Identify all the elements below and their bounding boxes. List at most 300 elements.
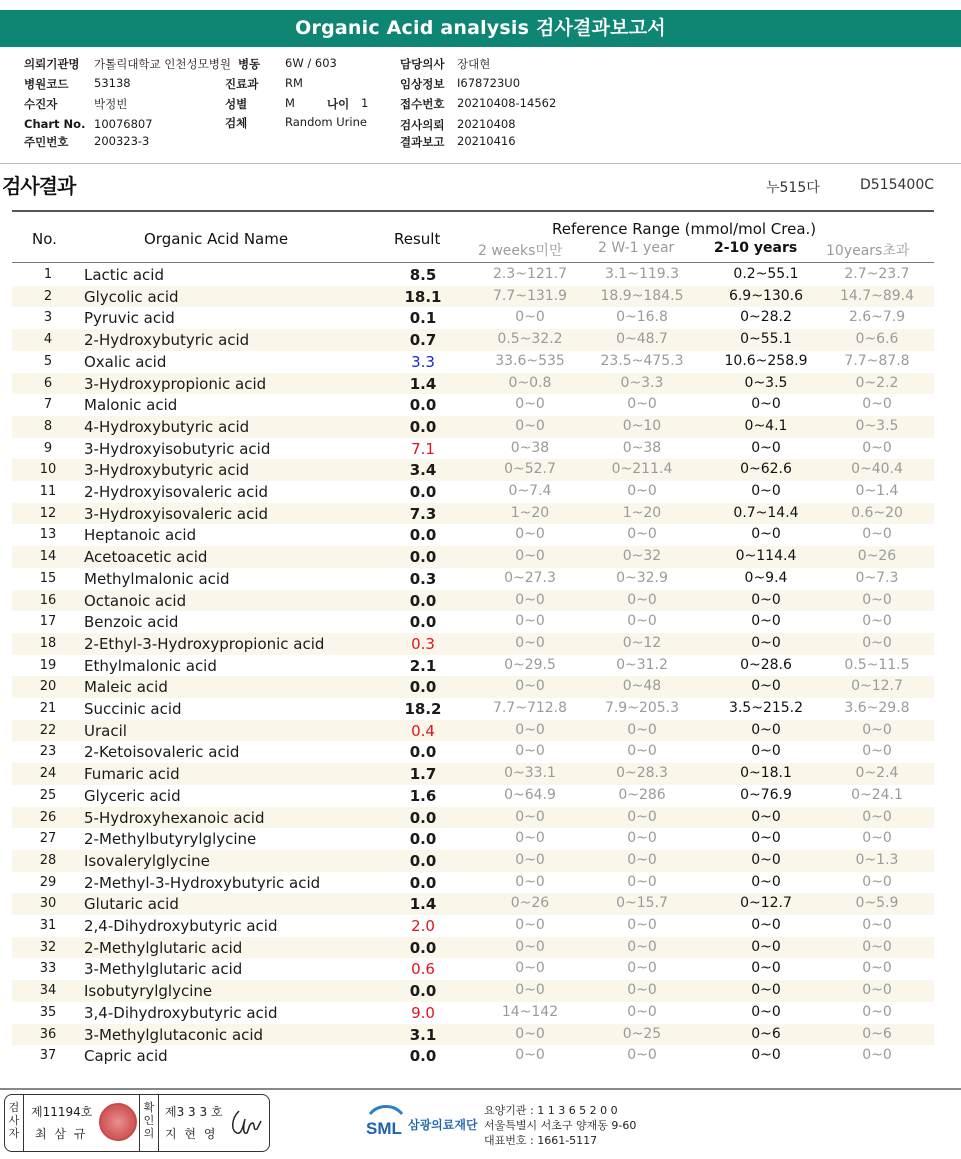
row-range-2: 0~28.3 (616, 765, 668, 782)
row-range-1: 0~0 (515, 808, 545, 825)
org-logo: SML (366, 1119, 402, 1138)
row-result: 3.3 (411, 352, 435, 371)
header-name: Organic Acid Name (144, 230, 289, 248)
row-name: Succinic acid (84, 700, 182, 718)
row-range-1: 0~0 (515, 1047, 545, 1064)
row-result: 0.3 (411, 634, 435, 653)
row-number: 37 (39, 1048, 57, 1064)
org-name: 삼광의료재단 (408, 1118, 478, 1132)
doctor-label: 담당의사 (400, 57, 445, 71)
report-title: Organic Acid analysis 검사결과보고서 (0, 10, 961, 47)
request-value: 20210408 (457, 117, 516, 131)
row-number: 7 (43, 397, 53, 413)
table-row (12, 307, 934, 329)
row-range-1: 1~20 (510, 504, 550, 521)
specimen-label: 검체 (225, 116, 248, 130)
row-range-4: 0~0 (862, 960, 892, 977)
table-row (12, 763, 934, 785)
row-range-2: 0~3.3 (620, 374, 664, 391)
table-row (12, 872, 934, 894)
header-range-4: 10years초과 (826, 243, 910, 259)
row-range-2: 0~0 (627, 960, 657, 977)
table-top-border (12, 210, 934, 212)
row-range-3: 6.9~130.6 (728, 287, 804, 304)
row-result: 18.1 (404, 287, 442, 306)
table-row (12, 828, 934, 850)
row-number: 2 (43, 288, 53, 304)
table-row (12, 568, 934, 590)
row-number: 27 (39, 831, 57, 847)
row-range-1: 0~0 (515, 613, 545, 630)
row-range-2: 0~38 (622, 439, 662, 456)
row-range-3: 0~0 (751, 634, 781, 651)
row-number: 9 (43, 440, 53, 456)
row-range-1: 0~0 (515, 634, 545, 651)
row-range-1: 14~142 (501, 1003, 559, 1020)
row-range-2: 0~12 (622, 634, 662, 651)
row-result: 2.1 (409, 656, 437, 675)
row-range-3: 0~0 (751, 396, 781, 413)
table-row (12, 329, 934, 351)
hospital-label: 의뢰기관명 (24, 57, 80, 71)
row-range-4: 0~0 (862, 917, 892, 933)
row-number: 12 (39, 505, 57, 521)
row-number: 1 (43, 267, 53, 282)
row-name: Maleic acid (84, 678, 168, 697)
row-range-3: 0~0 (751, 743, 781, 760)
row-range-2: 0~0 (627, 982, 657, 999)
row-name: Benzoic acid (84, 613, 179, 632)
row-name: Pyruvic acid (84, 309, 175, 328)
row-result: 0.3 (409, 569, 437, 588)
row-number: 30 (39, 896, 57, 912)
seal-stamp (99, 1103, 137, 1141)
row-range-2: 0~0 (627, 808, 657, 825)
hospital-code-label: 병원코드 (24, 77, 69, 91)
row-range-2: 0~32 (622, 548, 662, 565)
row-range-4: 0~0 (862, 743, 892, 760)
row-range-4: 0~0 (862, 808, 892, 825)
table-row (12, 590, 934, 612)
row-result: 0.0 (409, 678, 437, 697)
row-name: Acetoacetic acid (84, 548, 208, 567)
row-range-4: 0~0 (862, 982, 892, 999)
row-name: 3-Methylglutaconic acid (84, 1025, 264, 1044)
row-name: 3,4-Dihydroxybutyric acid (84, 1003, 278, 1022)
row-range-2: 0~0 (627, 613, 657, 630)
row-range-4: 0~40.4 (851, 461, 903, 478)
row-number: 14 (39, 549, 57, 565)
row-range-1: 7.7~131.9 (492, 287, 568, 304)
row-name: 3-Hydroxypropionic acid (84, 374, 267, 393)
row-range-1: 0.5~32.2 (497, 331, 563, 348)
row-result: 0.0 (409, 873, 437, 892)
row-name: 3-Hydroxyisovaleric acid (84, 504, 269, 523)
row-range-4: 2.6~7.9 (848, 309, 906, 326)
header-result: Result (394, 230, 441, 248)
row-range-1: 7.7~712.8 (492, 700, 568, 716)
row-range-4: 0~7.3 (855, 569, 899, 586)
row-name: 2-Methylglutaric acid (84, 938, 243, 957)
row-number: 31 (39, 918, 57, 933)
table-row (12, 655, 934, 677)
row-range-3: 0.2~55.1 (733, 266, 799, 282)
row-range-2: 0~211.4 (611, 461, 673, 478)
signature-box (4, 1094, 270, 1152)
row-range-2: 0~32.9 (616, 569, 668, 586)
row-range-2: 0~0 (627, 917, 657, 933)
row-result: 0.0 (409, 982, 437, 1001)
row-result: 0.0 (409, 743, 437, 762)
row-result: 0.0 (409, 613, 437, 632)
row-range-3: 0~28.2 (740, 309, 792, 326)
row-range-3: 0~0 (751, 938, 781, 955)
row-range-3: 0~0 (751, 808, 781, 825)
row-range-1: 0~0 (515, 309, 545, 326)
row-result: 0.7 (409, 331, 437, 350)
row-range-3: 0~62.6 (740, 461, 792, 478)
sex-value: M (285, 96, 295, 110)
receipt-value: 20210408-14562 (457, 96, 557, 110)
row-number: 32 (39, 939, 57, 955)
row-number: 3 (43, 310, 53, 326)
row-range-1: 0~0.8 (508, 374, 552, 391)
row-result: 1.4 (409, 374, 437, 393)
row-range-1: 0~52.7 (504, 461, 556, 478)
row-range-4: 0~0 (862, 938, 892, 955)
row-range-3: 0~18.1 (740, 765, 792, 782)
row-result: 0.0 (409, 526, 437, 545)
row-range-2: 0~0 (627, 526, 657, 543)
row-range-3: 0~0 (751, 851, 781, 868)
table-row (12, 893, 934, 915)
row-range-1: 0~38 (510, 439, 550, 456)
row-name: Methylmalonic acid (84, 569, 230, 588)
row-range-3: 0~114.4 (735, 548, 797, 565)
row-range-2: 0~15.7 (616, 895, 668, 912)
row-range-2: 0~0 (627, 830, 657, 847)
row-range-4: 0~0 (862, 721, 892, 738)
row-range-1: 0~0 (515, 851, 545, 868)
examiner-name: 최 삼 규 (35, 1127, 88, 1141)
row-range-4: 0~0 (862, 396, 892, 413)
row-range-4: 0~0 (862, 439, 892, 456)
table-row (12, 524, 934, 546)
row-range-2: 0~10 (622, 417, 662, 434)
row-number: 28 (39, 852, 57, 868)
divider (0, 163, 961, 164)
row-range-3: 3.5~215.2 (728, 700, 804, 716)
header-reference: Reference Range (mmol/mol Crea.) (552, 220, 817, 238)
row-range-3: 0~12.7 (740, 895, 792, 912)
row-range-3: 0~0 (751, 1047, 781, 1064)
row-range-2: 0~0 (627, 938, 657, 955)
org-phone: 대표번호 : 1661-5117 (484, 1134, 598, 1147)
row-result: 7.1 (411, 439, 435, 458)
row-number: 10 (39, 462, 57, 478)
table-header-border (12, 262, 934, 263)
row-range-2: 3.1~119.3 (604, 266, 680, 282)
table-row (12, 611, 934, 633)
department-value: RM (285, 76, 303, 90)
row-range-1: 0~0 (515, 1025, 545, 1042)
row-range-4: 0~26 (857, 548, 897, 565)
row-result: 0.0 (409, 938, 437, 957)
row-number: 34 (39, 983, 57, 999)
row-result: 3.4 (409, 461, 437, 480)
row-range-2: 18.9~184.5 (600, 287, 684, 304)
row-result: 0.6 (411, 960, 435, 979)
row-range-2: 0~0 (627, 483, 657, 499)
row-range-1: 0~0 (515, 982, 545, 999)
row-range-1: 0~33.1 (504, 765, 556, 782)
row-range-1: 0~0 (515, 678, 545, 695)
row-result: 1.6 (409, 786, 437, 805)
specimen-value: Random Urine (285, 115, 367, 129)
row-range-2: 0~0 (627, 873, 657, 890)
table-row (12, 785, 934, 807)
row-range-2: 0~48 (622, 678, 662, 695)
row-name: 4-Hydroxybutyric acid (84, 417, 250, 436)
table-row (12, 850, 934, 872)
row-range-4: 0.6~20 (851, 504, 903, 521)
row-name: 5-Hydroxyhexanoic acid (84, 808, 265, 827)
row-number: 29 (39, 874, 57, 890)
header-no: No. (32, 230, 57, 248)
table-row (12, 394, 934, 416)
row-range-1: 0~0 (515, 396, 545, 413)
row-range-3: 0~9.4 (744, 569, 788, 586)
row-range-1: 0~27.3 (504, 569, 556, 586)
row-name: 2,4-Dihydroxybutyric acid (84, 917, 278, 935)
section-title: 검사결과 (2, 174, 76, 198)
row-range-3: 0~0 (751, 526, 781, 543)
row-result: 2.0 (411, 917, 435, 935)
clinical-info-value: I678723U0 (457, 76, 521, 90)
table-row (12, 958, 934, 980)
row-number: 35 (39, 1004, 57, 1020)
row-range-4: 3.6~29.8 (844, 700, 910, 716)
row-result: 0.4 (411, 721, 435, 740)
row-range-1: 0~26 (510, 895, 550, 912)
row-range-2: 0~0 (627, 1047, 657, 1064)
table-row (12, 503, 934, 525)
table-row (12, 720, 934, 742)
table-row (12, 1045, 934, 1067)
row-range-1: 0~0 (515, 830, 545, 847)
row-range-3: 0~55.1 (740, 331, 792, 348)
sex-label: 성별 (225, 97, 248, 111)
row-result: 8.5 (409, 266, 437, 284)
row-name: 2-Methyl-3-Hydroxybutyric acid (84, 873, 321, 892)
row-name: Octanoic acid (84, 591, 187, 610)
row-range-4: 0~0 (862, 591, 892, 608)
row-range-3: 0~0 (751, 917, 781, 933)
row-number: 11 (39, 484, 57, 499)
row-range-3: 0~28.6 (740, 656, 792, 673)
clinical-info-label: 임상정보 (400, 77, 445, 91)
row-result: 0.1 (409, 309, 437, 328)
row-number: 5 (43, 353, 53, 369)
row-range-3: 0~0 (751, 982, 781, 999)
row-range-3: 0~6 (751, 1025, 781, 1042)
row-number: 19 (39, 657, 57, 673)
row-range-3: 0~76.9 (740, 786, 792, 803)
row-range-3: 0~0 (751, 439, 781, 456)
row-name: 3-Hydroxybutyric acid (84, 461, 250, 480)
row-range-4: 0~1.4 (855, 483, 899, 499)
row-range-4: 14.7~89.4 (839, 287, 915, 304)
age-label: 나이 (327, 97, 350, 111)
row-range-3: 0~0 (751, 483, 781, 499)
row-range-3: 0.7~14.4 (733, 504, 799, 521)
row-name: Glutaric acid (84, 895, 179, 914)
row-number: 18 (39, 635, 57, 651)
row-range-2: 0~0 (627, 743, 657, 760)
row-range-4: 0~2.4 (855, 765, 899, 782)
row-range-1: 33.6~535 (495, 352, 565, 369)
row-range-1: 0~7.4 (508, 483, 552, 499)
row-range-3: 0~0 (751, 830, 781, 847)
row-range-4: 0~3.5 (855, 417, 899, 434)
row-number: 21 (39, 701, 57, 716)
row-number: 17 (39, 614, 57, 630)
row-range-2: 0~0 (627, 1003, 657, 1020)
row-range-1: 0~29.5 (504, 656, 556, 673)
row-result: 7.3 (409, 504, 437, 523)
row-result: 0.0 (409, 591, 437, 610)
row-range-1: 0~0 (515, 960, 545, 977)
age-value: 1 (361, 96, 369, 110)
row-name: Isobutyrylglycine (84, 982, 213, 1001)
table-row (12, 264, 934, 286)
header-range-3: 2-10 years (714, 240, 798, 256)
id-value: 200323-3 (94, 134, 150, 148)
hospital-value: 가톨릭대학교 인천성모병원 (94, 57, 231, 71)
header-range-1: 2 weeks미만 (478, 243, 563, 259)
row-number: 16 (39, 592, 57, 608)
row-range-1: 0~0 (515, 591, 545, 608)
row-result: 1.7 (409, 765, 437, 784)
row-name: 2-Methylbutyrylglycine (84, 830, 257, 849)
org-code: 요양기관 : 1 1 3 6 5 2 0 0 (484, 1104, 618, 1117)
row-range-2: 0~0 (627, 851, 657, 868)
chart-value: 10076807 (94, 117, 153, 131)
row-result: 0.0 (409, 1047, 437, 1066)
ward-label: 병동 (238, 57, 261, 71)
row-range-2: 23.5~475.3 (600, 352, 684, 369)
report-date-label: 결과보고 (400, 135, 445, 149)
table-row (12, 1002, 934, 1024)
department-label: 진료과 (225, 77, 259, 91)
row-range-3: 10.6~258.9 (724, 352, 808, 369)
row-range-3: 0~0 (751, 678, 781, 695)
section-code-1: 누515다 (766, 180, 820, 196)
row-name: Lactic acid (84, 266, 164, 284)
patient-label: 수진자 (24, 97, 58, 111)
row-range-4: 0~0 (862, 1047, 892, 1064)
row-name: 2-Ethyl-3-Hydroxypropionic acid (84, 634, 325, 653)
reviewer-label: 확인의 (143, 1101, 155, 1140)
row-range-4: 2.7~23.7 (844, 266, 910, 282)
row-name: Oxalic acid (84, 352, 167, 371)
org-address: 서울특별시 서초구 양재동 9-60 (484, 1119, 637, 1132)
table-row (12, 373, 934, 395)
row-number: 33 (39, 961, 57, 977)
row-name: Malonic acid (84, 396, 178, 415)
row-range-4: 0~6.6 (855, 331, 899, 348)
id-label: 주민번호 (24, 135, 69, 149)
row-range-3: 0~3.5 (744, 374, 788, 391)
row-number: 23 (39, 744, 57, 760)
header-range-2: 2 W-1 year (598, 240, 675, 256)
reviewer-license: 제3 3 3 호 (165, 1105, 223, 1119)
row-result: 3.1 (409, 1025, 437, 1044)
row-range-4: 0~0 (862, 526, 892, 543)
row-name: Capric acid (84, 1047, 168, 1066)
row-range-4: 0~2.2 (855, 374, 899, 391)
row-range-2: 0~48.7 (616, 331, 668, 348)
table-row (12, 286, 934, 308)
table-row (12, 698, 934, 720)
row-result: 0.0 (409, 417, 437, 436)
row-range-4: 0~6 (862, 1025, 892, 1042)
row-result: 0.0 (409, 808, 437, 827)
row-result: 0.0 (409, 548, 437, 567)
row-range-1: 0~0 (515, 526, 545, 543)
row-range-4: 0~0 (862, 1003, 892, 1020)
row-number: 22 (39, 722, 57, 738)
row-range-1: 0~0 (515, 938, 545, 955)
row-range-4: 0~24.1 (851, 786, 903, 803)
row-result: 0.0 (409, 483, 437, 501)
doctor-value: 장대현 (457, 57, 491, 71)
row-result: 9.0 (411, 1003, 435, 1022)
footer-divider (0, 1088, 961, 1090)
table-row (12, 416, 934, 438)
lab-info (484, 1103, 636, 1148)
sml-logo-icon (364, 1104, 408, 1140)
table-row (12, 937, 934, 959)
row-range-1: 0~64.9 (504, 786, 556, 803)
row-range-2: 0~31.2 (616, 656, 668, 673)
row-range-4: 7.7~87.8 (844, 352, 910, 369)
row-range-3: 0~0 (751, 591, 781, 608)
examiner-label: 검사자 (8, 1101, 20, 1140)
section-code-2: D515400C (860, 177, 934, 193)
row-range-2: 7.9~205.3 (604, 700, 680, 716)
table-row (12, 676, 934, 698)
row-range-2: 1~20 (622, 504, 662, 521)
row-number: 15 (39, 570, 57, 586)
row-number: 36 (39, 1026, 57, 1042)
row-name: Isovalerylglycine (84, 851, 210, 870)
row-range-2: 0~0 (627, 591, 657, 608)
row-name: 2-Hydroxyisovaleric acid (84, 483, 269, 501)
table-row (12, 741, 934, 763)
row-number: 24 (39, 766, 57, 782)
row-range-4: 0~0 (862, 830, 892, 847)
row-range-2: 0~16.8 (616, 309, 668, 326)
row-number: 20 (39, 679, 57, 695)
row-name: Heptanoic acid (84, 526, 197, 545)
request-label: 검사의뢰 (400, 118, 445, 132)
table-row (12, 807, 934, 829)
table-row (12, 351, 934, 373)
patient-value: 박정빈 (94, 97, 128, 111)
row-range-3: 0~0 (751, 721, 781, 738)
row-name: Fumaric acid (84, 765, 180, 784)
